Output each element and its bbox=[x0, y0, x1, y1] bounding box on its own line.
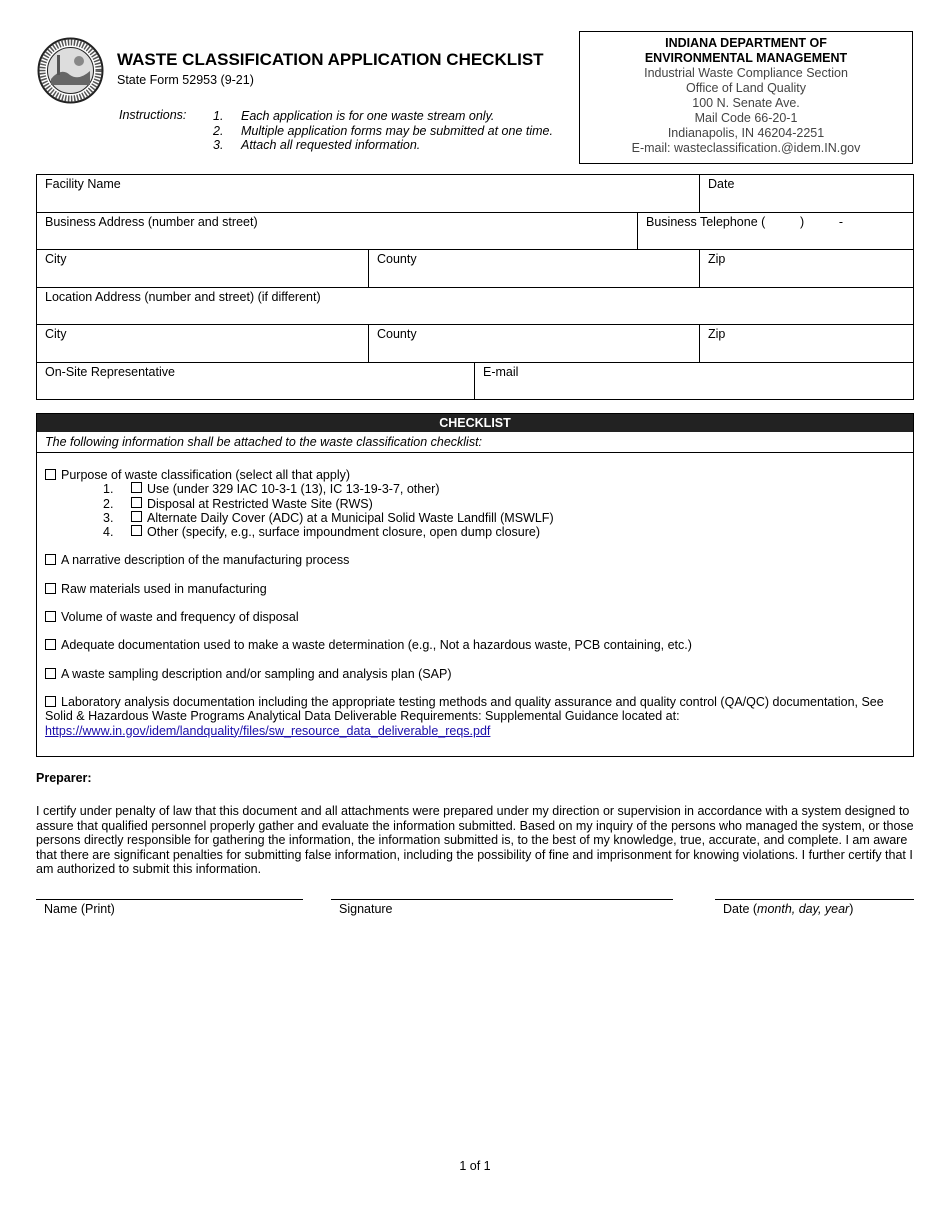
instructions-list bbox=[213, 109, 553, 153]
agency-name-line1: INDIANA DEPARTMENT OF bbox=[665, 36, 827, 50]
location-address-field[interactable]: Location Address (number and street) (if different) bbox=[45, 289, 321, 304]
agency-box bbox=[579, 31, 913, 164]
checkbox[interactable] bbox=[45, 611, 56, 622]
checklist-item: Volume of waste and frequency of disposal bbox=[45, 610, 905, 624]
checkbox[interactable] bbox=[45, 554, 56, 565]
purpose-option: 1. Use (under 329 IAC 10-3-1 (13), IC 13-19-3-7, other) bbox=[103, 482, 440, 497]
zip-field[interactable]: Zip bbox=[708, 252, 726, 266]
checkbox[interactable] bbox=[45, 469, 56, 480]
checklist-item: A narrative description of the manufacturing process bbox=[45, 553, 905, 567]
analytical-guidance-link[interactable]: https://www.in.gov/idem/landquality/files/sw_resource_data_deliverable_reqs.pdf bbox=[45, 723, 491, 738]
business-telephone-field[interactable]: Business Telephone ( ) - bbox=[646, 214, 844, 229]
location-county-field[interactable]: County bbox=[369, 325, 700, 362]
agency-section: Industrial Waste Compliance Section bbox=[644, 66, 848, 80]
checklist-item: Raw materials used in manufacturing bbox=[45, 582, 905, 596]
purpose-option: 4. Other (specify, e.g., surface impoundment closure, open dump closure) bbox=[103, 525, 541, 540]
checklist-section bbox=[36, 413, 914, 757]
instruction-item: 2. Multiple application forms may be submitted at one time. bbox=[213, 123, 553, 138]
facility-info-grid bbox=[36, 174, 914, 400]
checklist-subheading: The following information shall be attached to the waste classification checklist: bbox=[37, 432, 913, 453]
checkbox[interactable] bbox=[131, 525, 142, 536]
preparer-label: Preparer: bbox=[36, 771, 92, 785]
instruction-item: 1. Each application is for one waste stream only. bbox=[213, 109, 495, 123]
date-signed-field[interactable] bbox=[715, 899, 914, 918]
city-field[interactable]: City bbox=[37, 250, 369, 287]
date-signed-label: Date (month, day, year) bbox=[723, 902, 854, 916]
checkbox[interactable] bbox=[131, 511, 142, 522]
checkbox[interactable] bbox=[45, 668, 56, 679]
agency-street: 100 N. Senate Ave. bbox=[692, 96, 800, 110]
location-zip-field[interactable]: Zip bbox=[708, 327, 726, 341]
checklist-heading: CHECKLIST bbox=[37, 414, 913, 432]
name-print-field[interactable] bbox=[36, 899, 303, 918]
checkbox[interactable] bbox=[45, 583, 56, 594]
checkbox[interactable] bbox=[45, 696, 56, 707]
signature-field[interactable] bbox=[331, 899, 673, 918]
purpose-option: 2. Disposal at Restricted Waste Site (RWS) bbox=[103, 496, 373, 511]
form-number: State Form 52953 (9-21) bbox=[117, 73, 254, 87]
agency-name-line2: ENVIRONMENTAL MANAGEMENT bbox=[644, 51, 848, 65]
checklist-item-purpose: Purpose of waste classification (select all that apply) bbox=[45, 468, 905, 482]
signature-label: Signature bbox=[339, 902, 393, 916]
county-field[interactable]: County bbox=[369, 250, 700, 287]
checkbox[interactable] bbox=[131, 482, 142, 493]
location-city-field[interactable]: City bbox=[37, 325, 369, 362]
date-field[interactable]: Date bbox=[708, 177, 735, 191]
checklist-item: A waste sampling description and/or sampling and analysis plan (SAP) bbox=[45, 667, 905, 681]
instruction-item: 3. Attach all requested information. bbox=[213, 138, 421, 152]
checklist-item-lab: Laboratory analysis documentation including the appropriate testing methods and quality assurance and quality control (QA/QC) documentation, See Solid & Hazardous Waste Programs Analytical Data Deliverable Requirements: Supplemental Guidance located at: https://www.in.gov/idem/landquality/files/sw_resource_data_deliverable_reqs.pdf bbox=[45, 694, 884, 738]
state-seal-logo bbox=[37, 37, 104, 104]
agency-city: Indianapolis, IN 46204-2251 bbox=[667, 126, 825, 140]
purpose-option: 3. Alternate Daily Cover (ADC) at a Municipal Solid Waste Landfill (MSWLF) bbox=[103, 510, 554, 525]
agency-office: Office of Land Quality bbox=[686, 81, 806, 95]
onsite-representative-field[interactable]: On-Site Representative bbox=[37, 363, 475, 400]
business-address-field[interactable]: Business Address (number and street) bbox=[37, 213, 638, 250]
agency-email: E-mail: wasteclassification.@idem.IN.gov bbox=[631, 141, 861, 155]
page-number: 1 of 1 bbox=[459, 1159, 491, 1173]
instructions-label: Instructions: bbox=[119, 108, 187, 122]
checklist-item: Adequate documentation used to make a waste determination (e.g., Not a hazardous waste, PCB containing, etc.) bbox=[45, 638, 905, 652]
email-field[interactable]: E-mail bbox=[483, 364, 519, 379]
agency-mail-code: Mail Code 66-20-1 bbox=[694, 111, 798, 125]
facility-name-field[interactable]: Facility Name bbox=[37, 175, 700, 212]
certification-text: I certify under penalty of law that this document and all attachments were prepared under my direction or supervision in accordance with a system designed to assure that qualified personnel properly gather and evaluate the information submitted. Based on my inquiry of the persons who managed the system, or those persons directly responsible for gathering the information, the information submitted is, to the best of my knowledge, true, accurate, and complete. I am aware that there are significant penalties for submitting false information, including the possibility of fine and imprisonment for knowing violations. I further certify that I am authorized to submit this information. bbox=[36, 804, 914, 876]
form-title: WASTE CLASSIFICATION APPLICATION CHECKLIST bbox=[117, 50, 544, 69]
name-print-label: Name (Print) bbox=[44, 902, 115, 916]
checkbox[interactable] bbox=[45, 639, 56, 650]
checkbox[interactable] bbox=[131, 497, 142, 508]
